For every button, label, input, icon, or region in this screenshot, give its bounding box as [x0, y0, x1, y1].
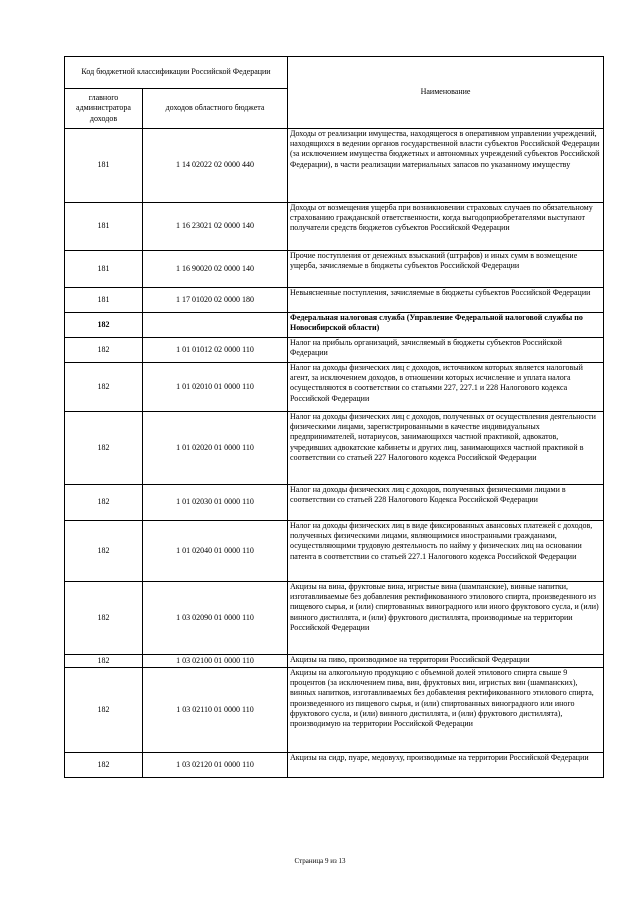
table-row [65, 129, 604, 203]
name-cell: Акцизы на пиво, производимое на территории Российской Федерации [288, 655, 604, 668]
name-cell: Прочие поступления от денежных взысканий (штрафов) и иных сумм в возмещение ущерба, зачисляемые в бюджеты субъектов Российской Федерации [288, 251, 604, 288]
name-cell: Невыясненные поступления, зачисляемые в бюджеты субъектов Российской Федерации [288, 288, 604, 313]
table-row [65, 753, 604, 778]
income-code-cell: 1 01 02040 01 0000 110 [143, 521, 288, 582]
income-code-cell: 1 14 02022 02 0000 440 [143, 129, 288, 203]
income-code-cell [143, 313, 288, 338]
header-group-cell: Код бюджетной классификации Российской Федерации [65, 57, 288, 89]
name-cell: Федеральная налоговая служба (Управление Федеральной налоговой службы по Новосибирской области) [288, 313, 604, 338]
header-code-cell: доходов областного бюджета [143, 89, 288, 129]
table-row [65, 412, 604, 485]
name-cell: Доходы от реализации имущества, находящегося в оперативном управлении учреждений, находящихся в ведении органов государственной власти субъектов Российской Федерации (за исключением имущества бюджетных и автономных учреждений субъектов Российской Федерации), в части реализации материальных запасов по указанному имуществу [288, 129, 604, 203]
header-admin-cell: главного администратора доходов [65, 89, 143, 129]
income-code-cell: 1 01 02030 01 0000 110 [143, 485, 288, 521]
admin-code-cell: 182 [65, 668, 143, 753]
table-row [65, 485, 604, 521]
admin-code-cell: 181 [65, 129, 143, 203]
table-row [65, 288, 604, 313]
name-cell: Налог на доходы физических лиц в виде фиксированных авансовых платежей с доходов, полученных физическими лицами, являющимися иностранными гражданами, осуществляющими трудовую деятельность по найму у физических лиц на основании патента в соответствии со статьей 227.1 Налогового кодекса Российской Федерации [288, 521, 604, 582]
header-name-cell: Наименование [288, 57, 604, 129]
income-code-cell: 1 01 02010 01 0000 110 [143, 363, 288, 412]
income-code-cell: 1 01 01012 02 0000 110 [143, 338, 288, 363]
budget-classification-table [64, 56, 604, 778]
income-code-cell: 1 16 90020 02 0000 140 [143, 251, 288, 288]
income-code-cell: 1 03 02090 01 0000 110 [143, 582, 288, 655]
table-row [65, 521, 604, 582]
admin-code-cell: 182 [65, 521, 143, 582]
admin-code-cell: 182 [65, 412, 143, 485]
admin-code-cell: 182 [65, 485, 143, 521]
table-row [65, 203, 604, 251]
income-code-cell: 1 16 23021 02 0000 140 [143, 203, 288, 251]
name-cell: Налог на доходы физических лиц с доходов, источником которых является налоговый агент, за исключением доходов, в отношении которых исчисление и уплата налога осуществляются в соответствии со статьями 227, 227.1 и 228 Налогового кодекса Российской Федерации [288, 363, 604, 412]
admin-code-cell: 181 [65, 288, 143, 313]
table-row [65, 363, 604, 412]
name-cell: Налог на доходы физических лиц с доходов, полученных физическими лицами в соответствии со статьей 228 Налогового Кодекса Российской Федерации [288, 485, 604, 521]
name-cell: Доходы от возмещения ущерба при возникновении страховых случаев по обязательному страхованию гражданской ответственности, когда выгодоприобретателями выступают получатели средств бюджетов субъектов Российской Федерации [288, 203, 604, 251]
income-code-cell: 1 03 02120 01 0000 110 [143, 753, 288, 778]
admin-code-cell: 182 [65, 753, 143, 778]
name-cell: Акцизы на сидр, пуаре, медовуху, производимые на территории Российской Федерации [288, 753, 604, 778]
table-row [65, 338, 604, 363]
admin-code-cell: 182 [65, 582, 143, 655]
admin-code-cell: 182 [65, 313, 143, 338]
table-row [65, 582, 604, 655]
name-cell: Акцизы на вина, фруктовые вина, игристые вина (шампанские), винные напитки, изготавливаемые без добавления ректификованного этилового спирта, произведенного из пищевого сырья, и (или) спиртованных виноградного или иного фруктового сусла, и (или) винного дистиллята, и (или) фруктового дистиллята, производимые на территории Российской Федерации [288, 582, 604, 655]
table-row [65, 655, 604, 668]
page-number: Страница 9 из 13 [294, 857, 346, 865]
income-code-cell: 1 01 02020 01 0000 110 [143, 412, 288, 485]
name-cell: Налог на доходы физических лиц с доходов, полученных от осуществления деятельности физическими лицами, зарегистрированными в качестве индивидуальных предпринимателей, нотариусов, занимающихся частной практикой, адвокатов, учредивших адвокатские кабинеты и других лиц, занимающихся частной практикой в соответствии со статьей 227 Налогового кодекса Российской Федерации [288, 412, 604, 485]
admin-code-cell: 181 [65, 251, 143, 288]
name-cell: Акцизы на алкогольную продукцию с объемной долей этилового спирта свыше 9 процентов (за исключением пива, вин, фруктовых вин, игристых вин (шампанских), винных напитков, изготавливаемых без добавления ректификованного этилового спирта, произведенного из пищевого сырья, и (или) спиртованных виноградного или иного фруктового сусла, и (или) винного дистиллята, и (или) фруктового дистиллята), производимую на территории Российской Федерации [288, 668, 604, 753]
income-code-cell: 1 03 02100 01 0000 110 [143, 655, 288, 668]
admin-code-cell: 182 [65, 338, 143, 363]
admin-code-cell: 182 [65, 655, 143, 668]
income-code-cell: 1 03 02110 01 0000 110 [143, 668, 288, 753]
income-code-cell: 1 17 01020 02 0000 180 [143, 288, 288, 313]
admin-code-cell: 182 [65, 363, 143, 412]
admin-code-cell: 181 [65, 203, 143, 251]
table-row-section-header [65, 313, 604, 338]
table-row [65, 251, 604, 288]
name-cell: Налог на прибыль организаций, зачисляемый в бюджеты субъектов Российской Федерации [288, 338, 604, 363]
table-row [65, 668, 604, 753]
